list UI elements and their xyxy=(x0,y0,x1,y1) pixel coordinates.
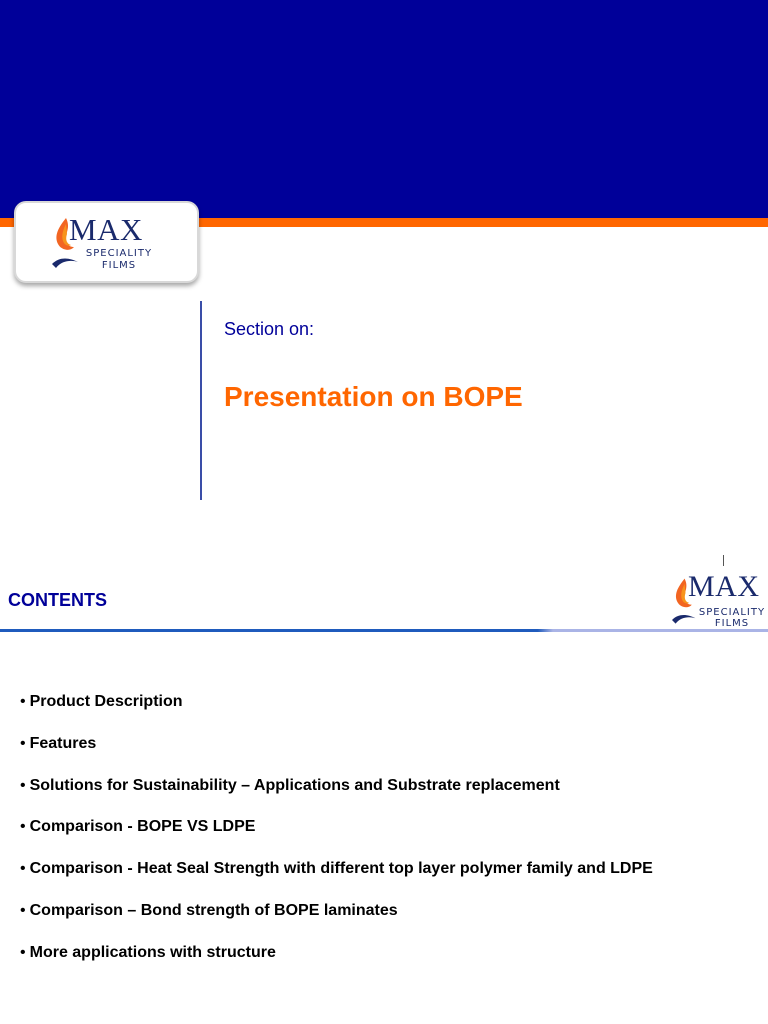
bullet-icon: • xyxy=(20,901,26,919)
logo-card xyxy=(14,201,199,283)
heading-rule xyxy=(0,629,768,632)
list-item xyxy=(20,943,653,985)
small-tick-mark xyxy=(723,555,724,566)
company-logo-small xyxy=(672,570,768,630)
list-item-text: Comparison – Bond strength of BOPE laminates xyxy=(29,901,398,919)
list-item xyxy=(20,692,653,734)
logo-subline-2: FILMS xyxy=(714,618,750,629)
presentation-title: Presentation on BOPE xyxy=(224,381,523,412)
logo-subline-1: SPECIALITY xyxy=(698,607,766,618)
wave-icon xyxy=(672,615,695,624)
bullet-icon: • xyxy=(20,776,26,794)
bullet-icon: • xyxy=(20,860,26,878)
bullet-icon: • xyxy=(20,943,26,961)
list-item-text: Comparison - BOPE VS LDPE xyxy=(29,818,256,836)
list-item xyxy=(20,734,653,776)
company-logo xyxy=(52,214,172,274)
list-item xyxy=(20,817,653,859)
contents-slide xyxy=(0,512,768,1024)
header-banner xyxy=(0,0,768,218)
bullet-icon: • xyxy=(20,734,26,752)
logo-wordmark: MAX xyxy=(688,570,760,603)
contents-list xyxy=(20,692,653,985)
logo-subline-2: FILMS xyxy=(101,260,137,271)
list-item-text: Product Description xyxy=(29,693,183,710)
contents-heading: CONTENTS xyxy=(8,590,107,610)
list-item-text: Comparison - Heat Seal Strength with different top layer polymer family and LDPE xyxy=(29,860,653,878)
list-item-text: More applications with structure xyxy=(29,943,276,961)
section-label: Section on: xyxy=(224,319,315,339)
list-item-text: Features xyxy=(29,734,97,752)
list-item xyxy=(20,776,653,818)
bullet-icon: • xyxy=(20,818,26,836)
logo-wordmark: MAX xyxy=(69,212,143,247)
logo-subline-1: SPECIALITY xyxy=(85,248,153,259)
list-item-text: Solutions for Sustainability – Applications and Substrate replacement xyxy=(29,776,560,794)
bullet-icon: • xyxy=(20,693,26,710)
list-item xyxy=(20,859,653,901)
list-item xyxy=(20,901,653,943)
vertical-divider xyxy=(200,301,202,500)
